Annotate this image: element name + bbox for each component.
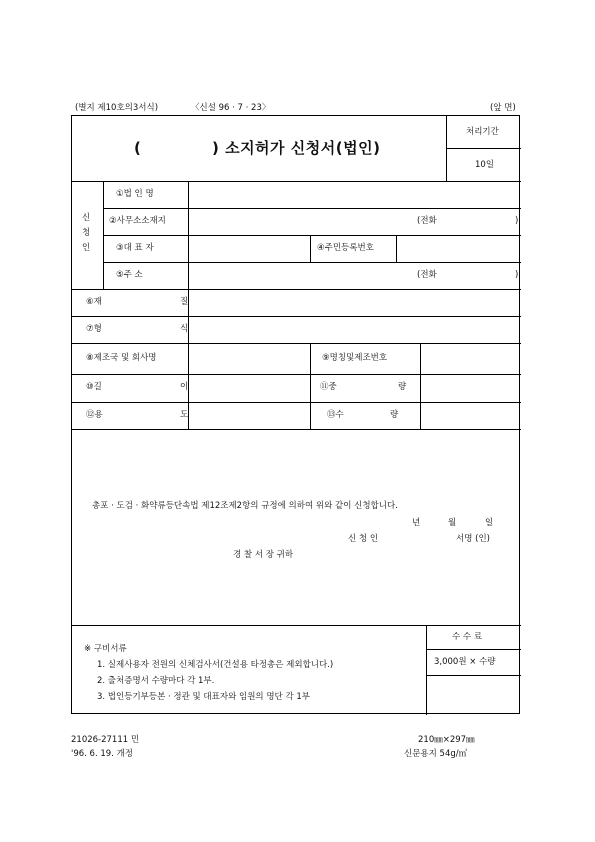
weight-label-a: ⑪중 [320, 382, 337, 392]
paper-type: 신문용지 54g/㎡ [404, 749, 468, 759]
fee-value: 3,000원 × 수량 [434, 657, 496, 667]
paper-size: 210㎜×297㎜ [418, 735, 475, 745]
office-location-label: ②사무소소재지 [109, 216, 166, 226]
office-phone-label: (전화 [417, 216, 437, 226]
enacted-date: 〈신설 96 · 7 · 23〉 [191, 103, 271, 113]
length-label-a: ⑩길 [86, 382, 102, 392]
attachment-item-2: 2. 출처증명서 수량마다 각 1부. [97, 676, 215, 686]
length-label-b: 이 [180, 382, 189, 392]
quantity-label-b: 량 [390, 410, 399, 420]
date-month-label: 월 [448, 518, 457, 528]
applicant-group-label-2: 청 [82, 228, 91, 238]
quantity-label-a: ⑬수 [327, 410, 344, 420]
model-number-label: ⑨명칭및제조번호 [322, 353, 388, 363]
use-label-a: ⑫용 [86, 410, 103, 420]
application-statement: 총포 · 도검 · 화약류등단속법 제12조제2항의 규정에 의하여 위와 같이 신청합니다. [92, 501, 398, 511]
page-side: (앞 면) [490, 103, 516, 113]
title-open-paren: ( [134, 139, 142, 157]
form-reference: (별지 제10호의3서식) [75, 103, 159, 113]
material-label-a: ⑥재 [86, 297, 102, 307]
address-label: ⑤주 소 [116, 270, 143, 280]
shape-label-b: 식 [180, 324, 189, 334]
signature-seal-label: 서명 (인) [456, 534, 490, 544]
corp-name-label: ①법 인 명 [116, 189, 154, 199]
date-year-label: 년 [412, 518, 421, 528]
representative-label: ③대 표 자 [116, 243, 154, 253]
address-phone-close: ) [515, 270, 519, 280]
processing-period-value: 10일 [475, 160, 495, 170]
attachment-item-3: 3. 법인등기부등본 · 정관 및 대표자와 임원의 명단 각 1부 [97, 692, 310, 702]
shape-label-a: ⑦형 [86, 324, 102, 334]
material-label-b: 질 [180, 297, 189, 307]
attachments-heading: ※ 구비서류 [84, 644, 127, 654]
fee-label: 수 수 료 [452, 632, 483, 642]
processing-period-label: 처리기간 [466, 127, 499, 137]
use-label-b: 도 [180, 410, 189, 420]
applicant-group-label-3: 인 [82, 243, 91, 253]
date-day-label: 일 [485, 518, 494, 528]
addressee: 경 찰 서 장 귀하 [233, 550, 294, 560]
form-code: 21026-27111 민 [71, 735, 140, 745]
office-phone-close: ) [515, 216, 519, 226]
applicant-group-label-1: 신 [82, 213, 91, 223]
application-form [71, 115, 520, 714]
maker-label: ⑧제조국 및 회사명 [86, 353, 157, 363]
resident-number-label: ④주민등록번호 [317, 243, 374, 253]
applicant-sign-label: 신 청 인 [348, 534, 379, 544]
revision-date: '96. 6. 19. 개정 [71, 749, 134, 759]
attachment-item-1: 1. 실제사용자 전원의 신체검사서(건설용 타정총은 제외합니다.) [97, 660, 334, 670]
page-title: ) 소지허가 신청서(법인) [212, 139, 381, 157]
address-phone-label: (전화 [417, 270, 437, 280]
weight-label-b: 량 [398, 382, 407, 392]
